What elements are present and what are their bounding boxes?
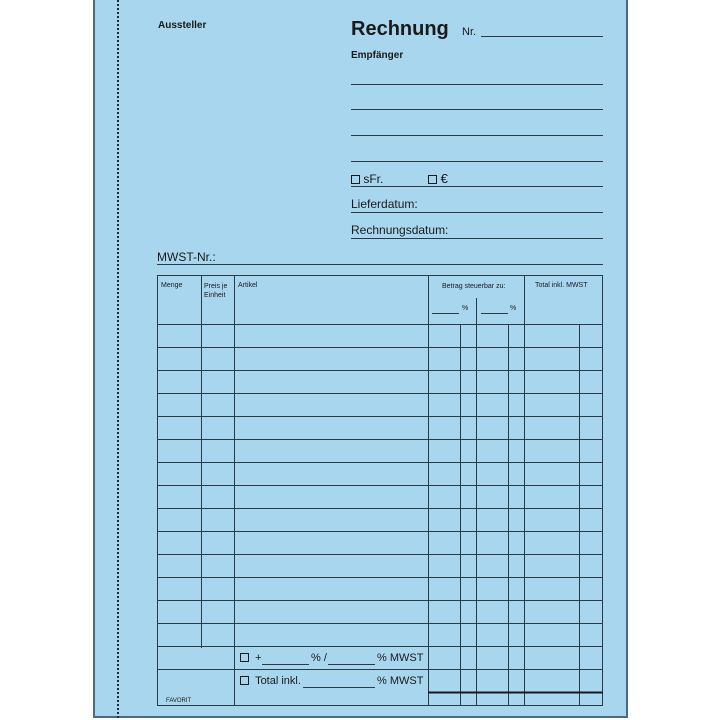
col-header-unit-price-line2: Einheit	[204, 292, 226, 299]
vat-row-mwst: % MWST	[377, 652, 424, 664]
delivery-date-label: Lieferdatum:	[351, 197, 418, 211]
total-row-mwst: % MWST	[377, 675, 424, 687]
vat-row-percent-slash: % /	[311, 652, 327, 664]
checkbox-icon[interactable]	[240, 676, 249, 685]
currency-sfr-label: sFr.	[363, 172, 384, 186]
page-title: Rechnung	[351, 18, 449, 40]
col-header-percent-a: %	[462, 305, 469, 312]
invoice-date-label: Rechnungsdatum:	[351, 223, 449, 237]
vat-row	[240, 652, 262, 664]
vat-number-label: MWST-Nr.:	[157, 250, 216, 264]
col-header-quantity: Menge	[161, 282, 183, 289]
col-header-percent-b: %	[510, 305, 517, 312]
currency-euro-label: €	[440, 171, 448, 186]
vat-row-plus: +	[255, 652, 262, 664]
total-row	[240, 675, 301, 687]
col-header-article: Artikel	[238, 282, 258, 289]
col-header-taxable: Betrag steuerbar zu:	[442, 283, 506, 290]
brand-logo: FAVORIT	[166, 698, 192, 704]
col-header-total: Total inkl. MWST	[535, 282, 588, 289]
col-header-unit-price-line1: Preis je	[204, 283, 228, 290]
total-row-label: Total inkl.	[255, 675, 301, 687]
number-label: Nr.	[462, 26, 477, 38]
col-header-unit-price	[204, 282, 227, 300]
checkbox-icon[interactable]	[240, 653, 249, 662]
issuer-label: Aussteller	[158, 20, 207, 31]
recipient-label: Empfänger	[351, 50, 404, 61]
